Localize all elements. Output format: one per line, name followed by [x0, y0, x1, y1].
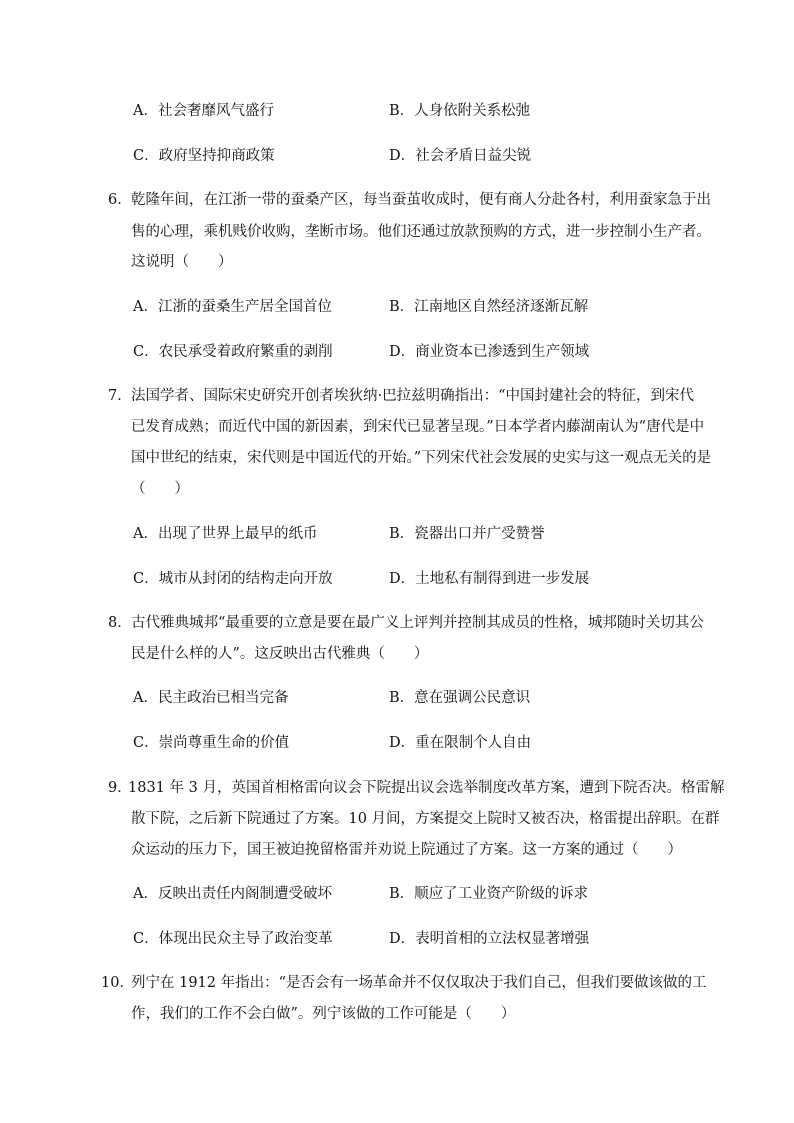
q9-stem-line-2: 散下院，之后新下院通过了方案。10 月间，方案提交上院时又被否决，格雷提出辞职。在群: [131, 811, 720, 827]
q7-option-b: B．瓷器出口并广受赞誉: [389, 526, 545, 542]
q9-option-d: D．表明首相的立法权显著增强: [389, 931, 590, 947]
q7-option-a: A．出现了世界上最早的纸币: [133, 526, 318, 542]
q7-stem-line-1: 法国学者、国际宋史研究开创者埃狄纳·巴拉兹明确指出：“中国封建社会的特征，到宋代: [131, 388, 695, 404]
q6-option-a: A．江浙的蚕桑生产居全国首位: [133, 299, 332, 315]
q6-stem-line-3: 这说明（ ）: [131, 254, 233, 270]
q5-option-b: B．人身依附关系松弛: [389, 103, 531, 119]
q7-stem-line-2: 已发育成熟；而近代中国的新因素，到宋代已显著呈现。”日本学者内藤湖南认为“唐代是中: [131, 419, 705, 435]
q6-option-d: D．商业资本已渗透到生产领域: [389, 344, 590, 360]
q10-number: 10．: [101, 975, 134, 991]
q9-option-c: C．体现出民众主导了政治变革: [133, 931, 333, 947]
q7-option-d: D．土地私有制得到进一步发展: [389, 571, 590, 587]
q10-stem-line-1: 列宁在 1912 年指出：“是否会有一场革命并不仅仅取决于我们自己，但我们要做该做的工: [131, 975, 707, 991]
q7-stem-line-4: （ ）: [131, 481, 189, 497]
q7-option-c: C．城市从封闭的结构走向开放: [133, 571, 333, 587]
q5-option-a: A．社会奢靡风气盛行: [133, 103, 274, 119]
q9-option-b: B．顺应了工业资产阶级的诉求: [389, 886, 589, 902]
q8-stem-line-1: 古代雅典城邦“最重要的立意是要在最广义上评判并控制其成员的性格，城邦随时关切其公: [131, 615, 704, 631]
q7-stem-line-3: 国中世纪的结束，宋代则是中国近代的开始。”下列宋代社会发展的史实与这一观点无关的是: [131, 450, 712, 466]
q8-option-a: A．民主政治已相当完备: [133, 690, 289, 706]
q9-option-a: A．反映出责任内阁制遭受破坏: [133, 886, 332, 902]
q9-stem-line-3: 众运动的压力下，国王被迫挽留格雷并劝说上院通过了方案。这一方案的通过（ ）: [131, 842, 682, 858]
q7-number: 7．: [108, 388, 132, 404]
q5-option-c: C．政府坚持抑商政策: [133, 148, 275, 164]
q9-number: 9．: [108, 780, 132, 796]
q9-stem-line-1: 1831 年 3 月，英国首相格雷向议会下院提出议会选举制度改革方案，遭到下院否决。格雷解: [128, 780, 725, 796]
q5-option-d: D．社会矛盾日益尖锐: [389, 148, 532, 164]
q8-number: 8．: [108, 615, 132, 631]
q8-option-c: C．崇尚尊重生命的价值: [133, 735, 290, 751]
q8-option-b: B．意在强调公民意识: [389, 690, 531, 706]
q8-stem-line-2: 民是什么样的人”。这反映出古代雅典（ ）: [131, 646, 429, 662]
q10-stem-line-2: 作，我们的工作不会白做”。列宁该做的工作可能是（ ）: [131, 1006, 516, 1022]
q8-option-d: D．重在限制个人自由: [389, 735, 532, 751]
q6-number: 6．: [108, 192, 132, 208]
q6-option-b: B．江南地区自然经济逐渐瓦解: [389, 299, 589, 315]
q6-stem-line-2: 售的心理，乘机贱价收购，垄断市场。他们还通过放款预购的方式，进一步控制小生产者。: [131, 224, 711, 240]
q6-stem-line-1: 乾隆年间，在江浙一带的蚕桑产区，每当蚕茧收成时，便有商人分赴各村，利用蚕家急于出: [131, 192, 711, 208]
q6-option-c: C．农民承受着政府繁重的剥削: [133, 344, 333, 360]
